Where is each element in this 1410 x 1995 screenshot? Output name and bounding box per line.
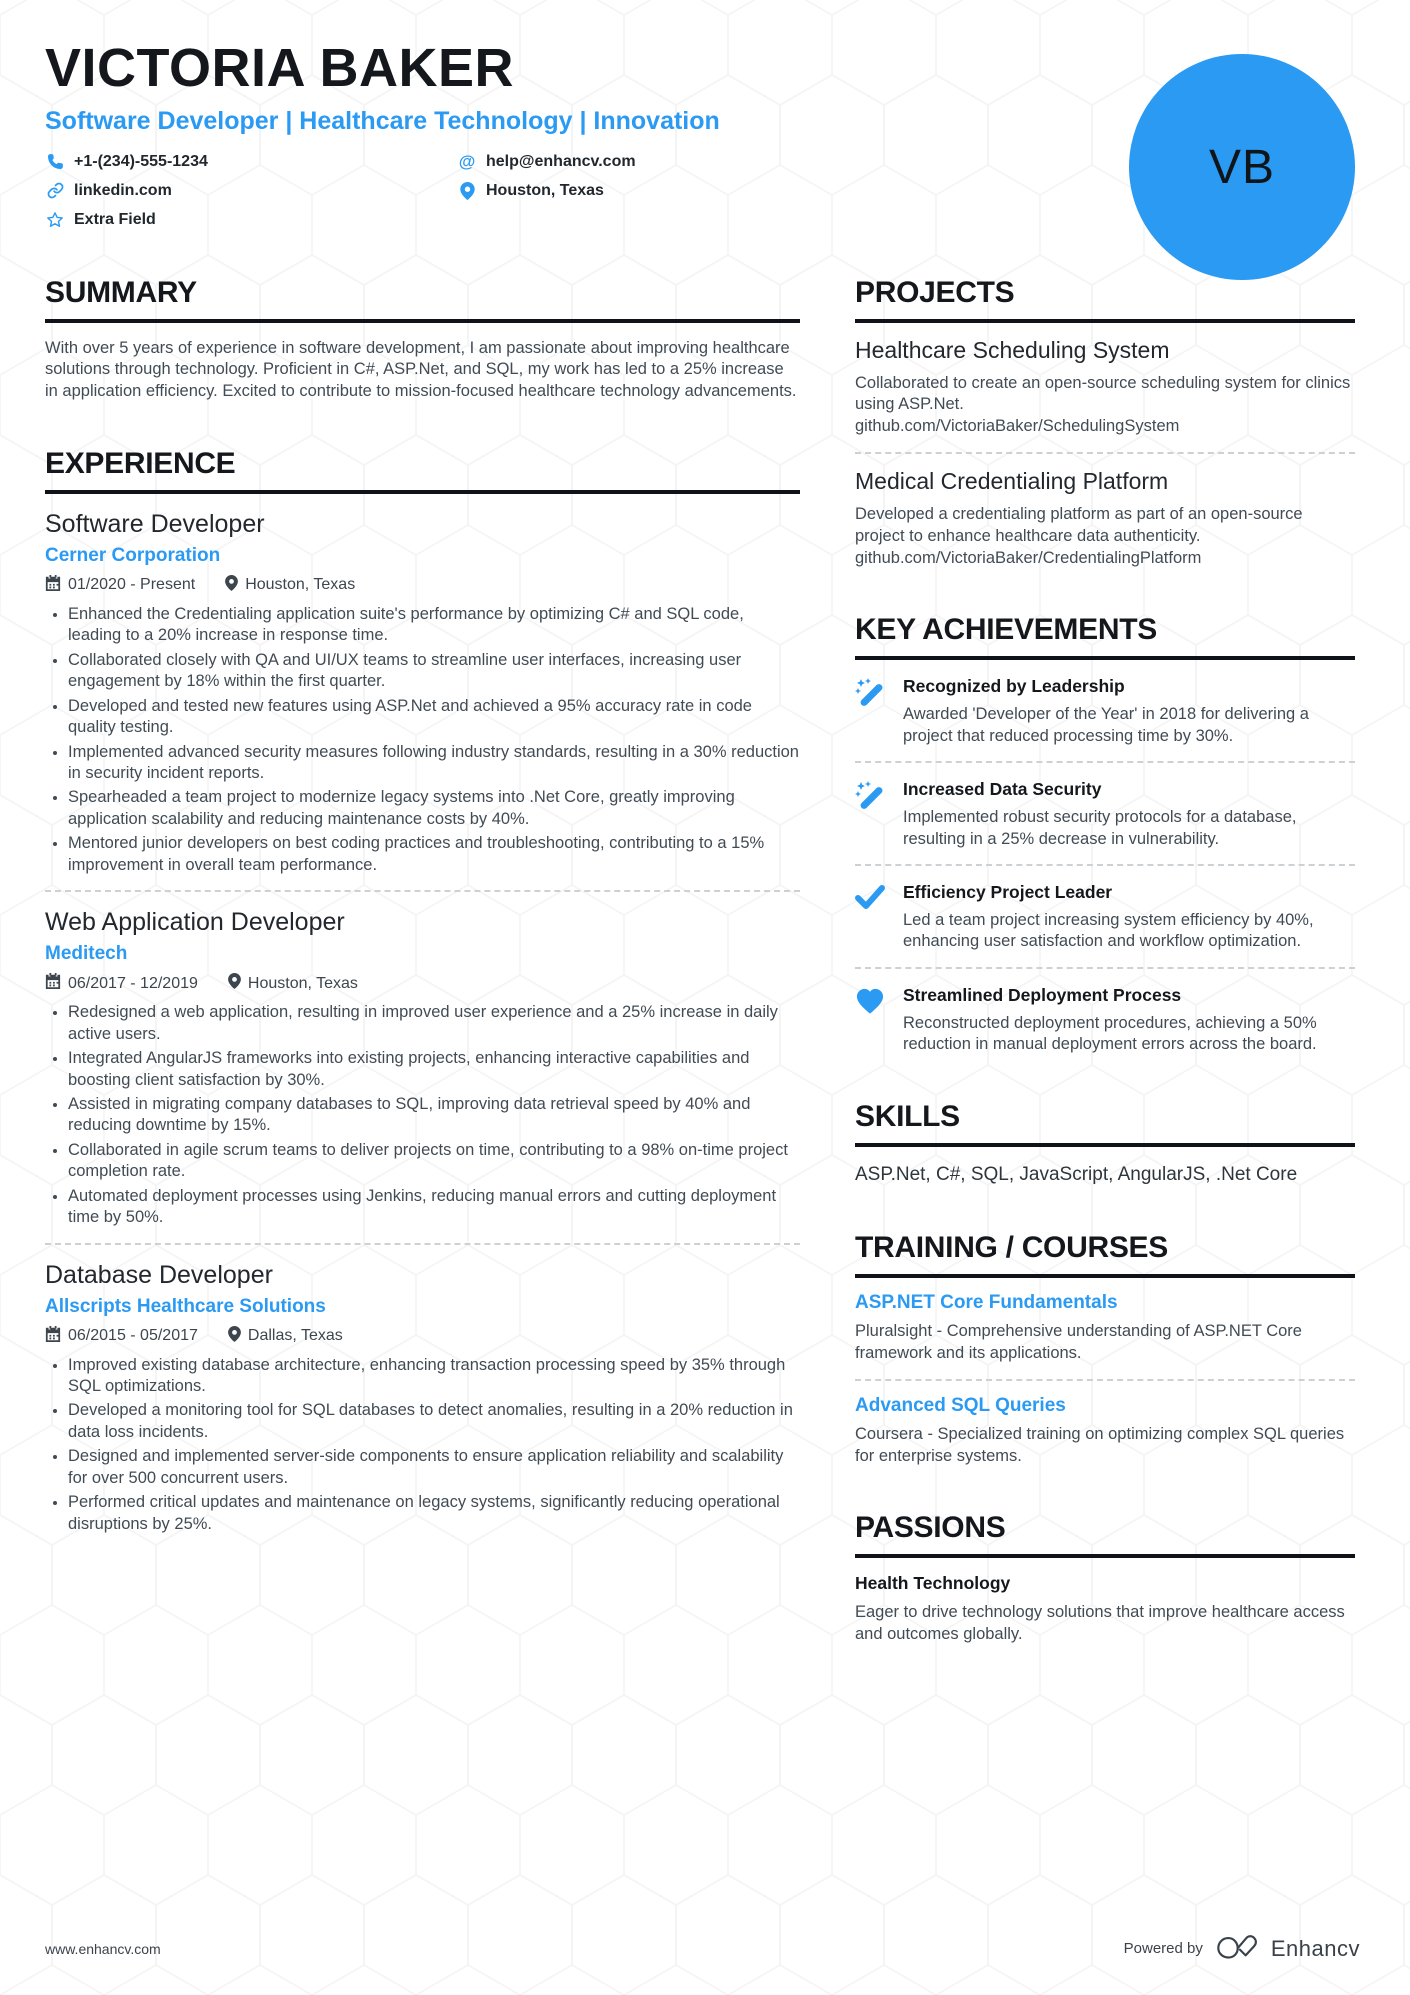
experience-section [45, 447, 800, 1535]
powered-by-label: Powered by [1123, 1940, 1203, 1957]
avatar [1129, 54, 1355, 280]
job-bullet-list [45, 1355, 800, 1536]
job-bullet: • Developed a monitoring tool for SQL databases to detect anomalies, resulting in a 20% reduction in data loss incidents. [68, 1400, 800, 1443]
job-bullet-list [45, 604, 800, 876]
job-title: Software Developer [45, 509, 265, 538]
phone-icon [45, 152, 65, 172]
resume-header [45, 40, 1355, 230]
achievement-title: Streamlined Deployment Process [903, 984, 1182, 1005]
enhancv-logo-icon[interactable] [1214, 1930, 1260, 1967]
job-dates: 01/2020 - Present [45, 575, 195, 596]
course-entry [855, 1381, 1355, 1468]
job-bullet: • Redesigned a web application, resulting in improved user experience and a 25% increase in daily active users. [68, 1002, 800, 1045]
project-description: Collaborated to create an open-source scheduling system for clinics using ASP.Net. [855, 373, 1351, 414]
training-heading: TRAINING / COURSES [855, 1231, 1355, 1278]
enhancv-brand-text[interactable]: Enhancv [1270, 1935, 1360, 1961]
job-bullet: • Collaborated closely with QA and UI/UX teams to streamline user interfaces, increasing user engagement by 18% within the first quarter. [68, 650, 800, 693]
passions-heading: PASSIONS [855, 1511, 1355, 1558]
course-description: Pluralsight - Comprehensive understanding of ASP.NET Core framework and its applications. [855, 1322, 1302, 1363]
job-bullet: • Improved existing database architecture, enhancing transaction processing speed by 35% through SQL optimizations. [68, 1355, 800, 1398]
job-location: Houston, Texas [228, 973, 358, 994]
star-icon [45, 210, 65, 230]
linkedin-row[interactable] [45, 181, 457, 201]
achievement-text: Implemented robust security protocols for a database, resulting in a 25% decrease in vulnerability. [903, 808, 1297, 848]
achievement-entry [855, 969, 1355, 1056]
phone-row[interactable] [45, 152, 457, 172]
project-entry [855, 454, 1355, 569]
job-location: Houston, Texas [225, 575, 355, 596]
job-company[interactable]: Cerner Corporation [45, 544, 221, 566]
skills-heading: SKILLS [855, 1100, 1355, 1147]
experience-heading: EXPERIENCE [45, 447, 800, 494]
job-bullet: • Enhanced the Credentialing application suite's performance by optimizing C# and SQL code, leading to a 20% increase in response time. [68, 604, 800, 647]
location-pin-icon [228, 1326, 241, 1347]
job-bullet: • Developed and tested new features using ASP.Net and achieved a 95% accuracy rate in code quality testing. [68, 696, 800, 739]
extra-field-row[interactable] [45, 210, 457, 230]
experience-entry [45, 494, 800, 892]
calendar-icon [45, 973, 61, 994]
at-icon: @ [458, 151, 476, 171]
summary-heading: SUMMARY [45, 276, 800, 323]
passions-section [855, 1511, 1355, 1646]
phone-number: +1-(234)-555-1234 [74, 152, 208, 170]
project-link[interactable]: github.com/VictoriaBaker/SchedulingSystem [855, 417, 1180, 436]
skills-list: ASP.Net, C#, SQL, JavaScript, AngularJS, .Net Core [855, 1163, 1298, 1185]
job-location: Dallas, Texas [228, 1326, 343, 1347]
magic-wand-icon [855, 779, 889, 850]
candidate-headline: Software Developer | Healthcare Technology | Innovation [45, 106, 720, 135]
achievements-section [855, 613, 1355, 1056]
project-title: Healthcare Scheduling System [855, 336, 1170, 363]
skills-section [855, 1100, 1355, 1188]
job-dates: 06/2015 - 05/2017 [45, 1326, 198, 1347]
achievement-title: Efficiency Project Leader [903, 882, 1113, 903]
job-bullet: • Implemented advanced security measures following industry standards, resulting in a 30% reduction in security incident reports. [68, 742, 800, 785]
email-row[interactable] [457, 152, 905, 172]
job-bullet: • Designed and implemented server-side components to ensure application reliability and scalability for over 500 concurrent users. [68, 1446, 800, 1489]
achievement-title: Increased Data Security [903, 779, 1102, 800]
location-pin-icon [457, 181, 477, 201]
location-text: Houston, Texas [486, 181, 604, 199]
avatar-initials: VB [1208, 140, 1276, 194]
course-title[interactable]: Advanced SQL Queries [855, 1394, 1066, 1416]
passion-text: Eager to drive technology solutions that improve healthcare access and outcomes globally. [855, 1603, 1345, 1644]
project-entry [855, 323, 1355, 454]
extra-field-label: Extra Field [74, 210, 156, 228]
job-bullet-list [45, 1002, 800, 1228]
course-description: Coursera - Specialized training on optimizing complex SQL queries for enterprise systems. [855, 1424, 1345, 1465]
job-dates: 06/2017 - 12/2019 [45, 973, 198, 994]
summary-text: With over 5 years of experience in software development, I am passionate about improving healthcare solutions through technology. Proficient in C#, ASP.Net, and SQL, my work has led to a 25% increase in application efficiency. Excited to contribute to mission-focused healthcare technology advancements. [45, 338, 797, 401]
achievement-text: Reconstructed deployment procedures, achieving a 50% reduction in manual deployment errors across the board. [903, 1013, 1317, 1054]
email-address: help@enhancv.com [486, 152, 636, 170]
projects-section [855, 276, 1355, 570]
checkmark-icon [855, 882, 889, 953]
project-link[interactable]: github.com/VictoriaBaker/CredentialingPlatform [855, 548, 1202, 567]
candidate-name: VICTORIA BAKER [45, 38, 515, 98]
enhancv-url[interactable]: www.enhancv.com [45, 1940, 161, 1957]
achievement-entry [855, 866, 1355, 953]
achievement-entry [855, 763, 1355, 850]
job-bullet: • Performed critical updates and maintenance on legacy systems, significantly reducing operational disruptions by 25%. [68, 1492, 800, 1535]
job-company[interactable]: Allscripts Healthcare Solutions [45, 1295, 326, 1317]
job-bullet: • Assisted in migrating company databases to SQL, improving data retrieval speed by 40% and reducing downtime by 15%. [68, 1094, 800, 1137]
training-section [855, 1231, 1355, 1467]
calendar-icon [45, 575, 61, 596]
calendar-icon [45, 1326, 61, 1347]
achievement-entry [855, 660, 1355, 747]
linkedin-url: linkedin.com [74, 181, 172, 199]
job-bullet: • Mentored junior developers on best coding practices and troubleshooting, contributing to a 15% improvement in overall team performance. [68, 833, 800, 876]
project-title: Medical Credentialing Platform [855, 467, 1169, 494]
job-bullet: • Integrated AngularJS frameworks into existing projects, enhancing interactive capabilities and boosting client satisfaction by 30%. [68, 1048, 800, 1091]
contact-block [45, 152, 905, 230]
link-icon [45, 181, 65, 201]
page-footer [45, 1930, 1360, 1967]
job-bullet: • Collaborated in agile scrum teams to deliver projects on time, contributing to a 98% on-time project completion rate. [68, 1140, 800, 1183]
heart-icon [855, 985, 889, 1056]
job-bullet: • Automated deployment processes using Jenkins, reducing manual errors and cutting deployment time by 50%. [68, 1186, 800, 1229]
course-title[interactable]: ASP.NET Core Fundamentals [855, 1292, 1118, 1314]
project-description: Developed a credentialing platform as part of an open-source project to enhance healthcare data authenticity. [855, 504, 1303, 545]
magic-wand-icon [855, 676, 889, 747]
job-title: Database Developer [45, 1260, 273, 1289]
job-title: Web Application Developer [45, 908, 345, 937]
course-entry [855, 1278, 1355, 1381]
job-bullet: • Spearheaded a team project to modernize legacy systems into .Net Core, greatly improving application scalability and reducing maintenance costs by 40%. [68, 787, 800, 830]
achievements-heading: KEY ACHIEVEMENTS [855, 613, 1355, 660]
achievement-text: Awarded 'Developer of the Year' in 2018 for delivering a project that reduced processing time by 30%. [903, 705, 1309, 745]
summary-section [45, 276, 800, 403]
job-company[interactable]: Meditech [45, 943, 128, 965]
achievement-title: Recognized by Leadership [903, 676, 1125, 697]
experience-entry [45, 1245, 800, 1536]
location-pin-icon [228, 973, 241, 994]
projects-heading: PROJECTS [855, 276, 1355, 323]
experience-entry [45, 892, 800, 1244]
location-pin-icon [225, 575, 238, 596]
passion-title: Health Technology [855, 1573, 1011, 1594]
location-row [457, 181, 905, 201]
achievement-text: Led a team project increasing system efficiency by 40%, enhancing user satisfaction and workflow optimization. [903, 911, 1314, 951]
